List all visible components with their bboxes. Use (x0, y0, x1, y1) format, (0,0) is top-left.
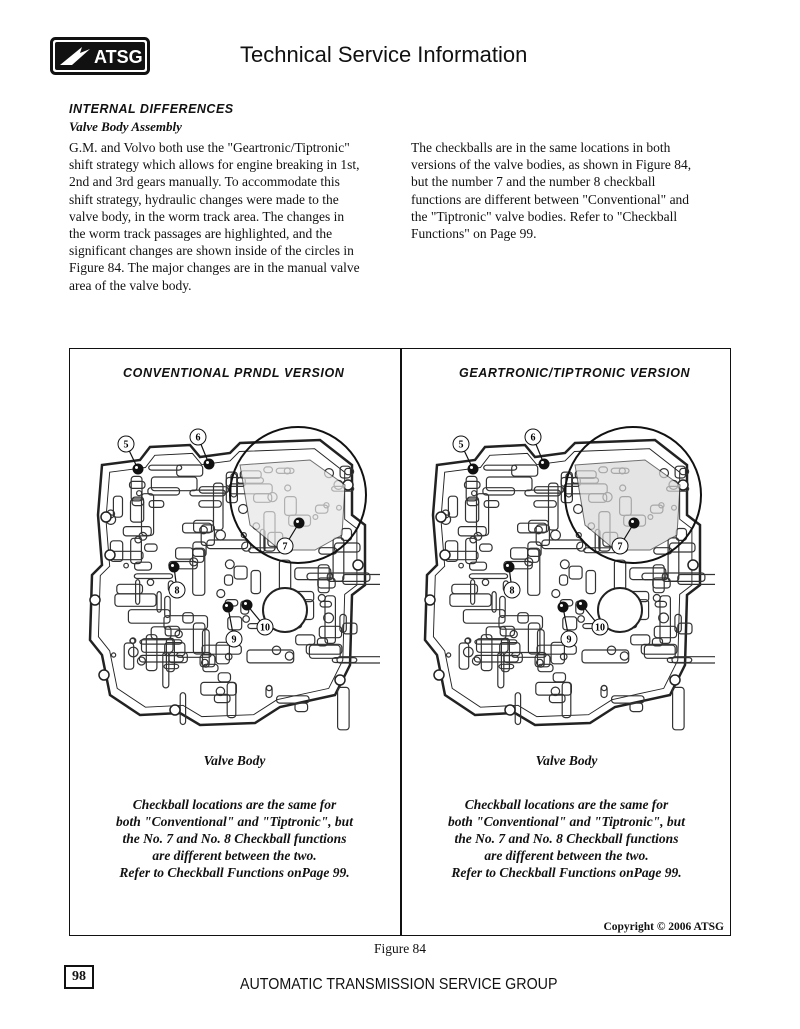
section-heading: INTERNAL DIFFERENCES (69, 102, 234, 116)
caption-line: the No. 7 and No. 8 Checkball functions (122, 831, 347, 846)
checkball-shine (541, 461, 544, 464)
checkball-number-label: 6 (530, 432, 536, 444)
bolt-hole (101, 512, 111, 522)
checkball-9 (223, 602, 234, 613)
checkball-number-label: 10 (595, 622, 605, 634)
bolt-hole (434, 670, 444, 680)
atsg-logo (50, 37, 150, 75)
checkball-shine (470, 466, 473, 469)
checkball-shine (579, 602, 582, 605)
caption-line: Checkball locations are the same for (132, 797, 337, 812)
bolt-hole (425, 595, 435, 605)
body-line: G.M. and Volvo both use the "Geartronic/Tiptronic" (69, 140, 350, 155)
checkball-10 (577, 600, 588, 611)
checkball-10 (242, 600, 253, 611)
checkball-8 (504, 562, 515, 573)
body-line: significant changes are shown inside of the circles in (69, 243, 354, 259)
body-line: the "Tiptronic" valve bodies. Refer to "Checkball (411, 208, 678, 224)
checkball-8 (169, 562, 180, 573)
checkball-shine (244, 602, 247, 605)
checkball-shine (135, 466, 138, 469)
worm-track-highlight (575, 460, 680, 550)
footer-org-name: AUTOMATIC TRANSMISSION SERVICE GROUP (240, 976, 558, 993)
body-line: shift strategy which allows for engine breaking in 1st, (69, 157, 360, 173)
bolt-hole (688, 560, 698, 570)
caption-line: Checkball locations are the same for (464, 797, 669, 812)
body-line: 2nd and 3rd gears manually. To accommodate this (69, 174, 340, 190)
body-line: Figure 84. The major changes are in the manual valve (69, 260, 360, 276)
checkball-6 (539, 459, 550, 470)
checkball-5 (133, 464, 144, 475)
checkball-number-label: 9 (231, 634, 237, 646)
body-column-left (69, 139, 390, 294)
body-line: shift strategy, hydraulic changes were made to the (69, 191, 339, 207)
checkball-number-label: 9 (566, 634, 572, 646)
bolt-hole (436, 512, 446, 522)
checkball-shine (506, 564, 509, 567)
bolt-hole (353, 560, 363, 570)
caption-line: the No. 7 and No. 8 Checkball functions (454, 831, 679, 846)
caption-line: are different between the two. (152, 848, 317, 863)
figure-label: Figure 84 (373, 941, 427, 956)
valve-body-diagram-geartronic (415, 425, 715, 745)
caption-line: both "Conventional" and "Tiptronic", but (116, 814, 353, 829)
bolt-hole (170, 705, 180, 715)
checkball-shine (296, 520, 299, 523)
body-line: versions of the valve bodies, as shown in Figure 84, (411, 157, 692, 173)
bolt-hole (505, 705, 515, 715)
checkball-5 (468, 464, 479, 475)
checkball-number-label: 8 (174, 585, 180, 597)
checkball-number-label: 6 (195, 432, 201, 444)
bolt-hole (105, 550, 115, 560)
logo-text: ATSG (94, 47, 143, 67)
checkball-shine (560, 604, 563, 607)
copyright-notice: Copyright © 2006 ATSG (603, 921, 724, 933)
checkball-7 (629, 518, 640, 529)
valve-body-diagram-conventional (80, 425, 380, 745)
body-line: Functions" on Page 99. (411, 226, 537, 242)
caption-line: Refer to Checkball Functions onPage 99. (451, 865, 682, 880)
bolt-hole (440, 550, 450, 560)
body-line: functions are different between "Conventional" and (411, 191, 690, 207)
valve-body-label-right: Valve Body (535, 753, 598, 768)
checkball-shine (225, 604, 228, 607)
bolt-hole (90, 595, 100, 605)
body-line: valve body, in the worm track area. The changes in (69, 208, 345, 224)
bolt-hole (670, 675, 680, 685)
bolt-hole (335, 675, 345, 685)
checkball-6 (204, 459, 215, 470)
worm-track-highlight (240, 460, 345, 550)
panel-title-geartronic: GEARTRONIC/TIPTRONIC VERSION (459, 366, 691, 380)
checkball-7 (294, 518, 305, 529)
checkball-number-label: 10 (260, 622, 270, 634)
page-number: 98 (64, 965, 94, 989)
checkball-number-label: 8 (509, 585, 515, 597)
caption-line: both "Conventional" and "Tiptronic", but (448, 814, 685, 829)
checkball-number-label: 7 (617, 541, 623, 553)
panel-title-conventional: CONVENTIONAL PRNDL VERSION (123, 366, 345, 380)
checkball-number-label: 5 (123, 439, 129, 451)
checkball-shine (171, 564, 174, 567)
checkball-number-label: 5 (458, 439, 464, 451)
checkball-number-label: 7 (282, 541, 288, 553)
body-line: the worm track passages are highlighted, and the (69, 226, 333, 242)
valve-body-label-left: Valve Body (203, 753, 266, 768)
checkball-shine (206, 461, 209, 464)
body-line: but the number 7 and the number 8 checkball (411, 174, 656, 190)
body-line: area of the valve body. (69, 277, 192, 293)
figure-caption-right (401, 796, 732, 881)
checkball-9 (558, 602, 569, 613)
caption-line: are different between the two. (484, 848, 649, 863)
section-subheading: Valve Body Assembly (69, 119, 182, 134)
body-line: The checkballs are in the same locations in both (411, 140, 671, 155)
body-column-right (411, 139, 732, 242)
checkball-shine (631, 520, 634, 523)
figure-caption-left (69, 796, 400, 881)
bolt-hole (99, 670, 109, 680)
caption-line: Refer to Checkball Functions onPage 99. (119, 865, 350, 880)
page-header-title: Technical Service Information (240, 42, 528, 67)
